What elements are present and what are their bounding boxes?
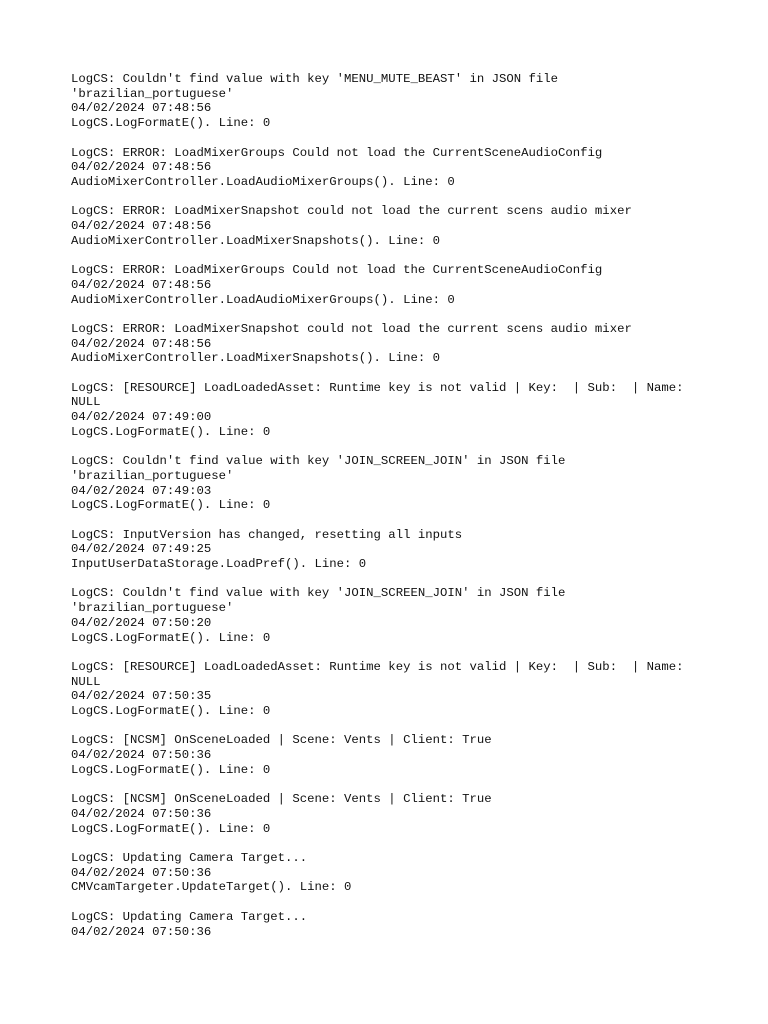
log-entry: [71, 146, 731, 190]
log-entry: [71, 851, 731, 895]
log-line: LogCS: ERROR: LoadMixerGroups Could not load the CurrentSceneAudioConfig: [71, 145, 603, 160]
log-line: 04/02/2024 07:50:36: [71, 748, 212, 763]
log-line: AudioMixerController.LoadMixerSnapshots(). Line: 0: [71, 351, 440, 366]
log-line: LogCS: [NCSM] OnSceneLoaded | Scene: Vents | Client: True: [71, 733, 492, 748]
log-line: LogCS: Couldn't find value with key 'MENU_MUTE_BEAST' in JSON file: [71, 72, 559, 86]
log-line: NULL: [71, 395, 101, 410]
log-line: LogCS.LogFormatE(). Line: 0: [71, 116, 271, 131]
log-line: LogCS: Couldn't find value with key 'JOIN_SCREEN_JOIN' in JSON file: [71, 586, 566, 601]
log-line: 04/02/2024 07:48:56: [71, 277, 212, 292]
log-document: [71, 72, 731, 954]
log-line: LogCS: Updating Camera Target...: [71, 851, 308, 866]
log-line: 04/02/2024 07:49:00: [71, 410, 212, 425]
log-entry: [71, 792, 731, 836]
log-line: AudioMixerController.LoadAudioMixerGroups(). Line: 0: [71, 174, 455, 189]
log-line: 04/02/2024 07:50:36: [71, 924, 212, 939]
log-line: CMVcamTargeter.UpdateTarget(). Line: 0: [71, 880, 352, 895]
log-line: 04/02/2024 07:49:25: [71, 542, 212, 557]
log-entry: [71, 454, 731, 513]
log-line: AudioMixerController.LoadMixerSnapshots(). Line: 0: [71, 233, 440, 248]
log-line: LogCS: InputVersion has changed, resetting all inputs: [71, 527, 463, 542]
log-line: 04/02/2024 07:48:56: [71, 336, 212, 351]
log-entry: [71, 528, 731, 572]
log-line: LogCS: Updating Camera Target...: [71, 909, 308, 924]
log-line: 04/02/2024 07:48:56: [71, 219, 212, 233]
log-line: 04/02/2024 07:50:20: [71, 615, 212, 630]
log-line: LogCS.LogFormatE(). Line: 0: [71, 821, 271, 836]
log-line: LogCS.LogFormatE(). Line: 0: [71, 424, 271, 439]
log-line: 04/02/2024 07:50:36: [71, 806, 212, 821]
log-line: 04/02/2024 07:48:56: [71, 160, 212, 175]
log-line: LogCS: Couldn't find value with key 'JOIN_SCREEN_JOIN' in JSON file: [71, 454, 566, 469]
log-entry: [71, 263, 731, 307]
log-line: LogCS: [RESOURCE] LoadLoadedAsset: Runtime key is not valid | Key: | Sub: | Name:: [71, 659, 684, 674]
log-line: NULL: [71, 674, 101, 689]
log-line: LogCS.LogFormatE(). Line: 0: [71, 762, 271, 777]
log-line: InputUserDataStorage.LoadPref(). Line: 0: [71, 557, 367, 572]
log-entry: [71, 204, 731, 248]
log-entry: [71, 586, 731, 645]
log-line: LogCS: [NCSM] OnSceneLoaded | Scene: Vents | Client: True: [71, 792, 492, 807]
log-line: 04/02/2024 07:48:56: [71, 101, 212, 116]
log-line: 'brazilian_portuguese': [71, 86, 234, 101]
log-line: LogCS: ERROR: LoadMixerSnapshot could not load the current scens audio mixer: [71, 321, 632, 336]
log-line: AudioMixerController.LoadAudioMixerGroups(). Line: 0: [71, 292, 455, 307]
log-line: 04/02/2024 07:50:35: [71, 689, 212, 704]
log-entry: [71, 660, 731, 719]
log-line: 'brazilian_portuguese': [71, 468, 234, 483]
log-line: LogCS: ERROR: LoadMixerSnapshot could not load the current scens audio mixer: [71, 204, 632, 219]
log-line: LogCS.LogFormatE(). Line: 0: [71, 498, 271, 513]
log-line: LogCS.LogFormatE(). Line: 0: [71, 630, 271, 645]
log-line: LogCS.LogFormatE(). Line: 0: [71, 704, 271, 719]
log-entry: [71, 733, 731, 777]
log-entry: [71, 381, 731, 440]
log-entry: [71, 72, 731, 131]
log-line: LogCS: [RESOURCE] LoadLoadedAsset: Runtime key is not valid | Key: | Sub: | Name:: [71, 380, 684, 395]
log-line: 04/02/2024 07:50:36: [71, 865, 212, 880]
log-line: 'brazilian_portuguese': [71, 601, 234, 616]
log-line: LogCS: ERROR: LoadMixerGroups Could not load the CurrentSceneAudioConfig: [71, 263, 603, 278]
log-line: 04/02/2024 07:49:03: [71, 483, 212, 498]
log-entry: [71, 910, 731, 939]
log-entry: [71, 322, 731, 366]
